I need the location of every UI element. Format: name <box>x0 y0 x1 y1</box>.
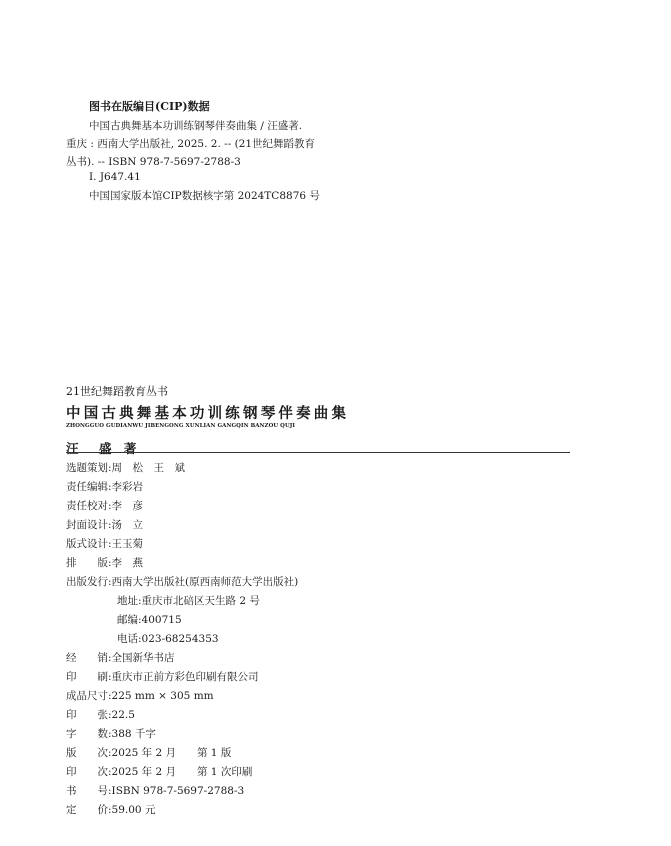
credit-typesetting <box>66 555 143 570</box>
spec-value: 225 mm × 305 mm <box>111 690 214 702</box>
credit-label: 责任校对: <box>66 500 112 512</box>
spec-label: 字 数: <box>66 728 112 740</box>
spec-label: 书 号: <box>66 785 112 797</box>
spec-label: 印 张: <box>66 709 112 721</box>
credit-publisher <box>66 574 298 589</box>
spec-trim-size <box>66 688 214 703</box>
credit-value: 汤 立 <box>111 519 144 531</box>
cip-line-publisher: 重庆 : 西南大学出版社, 2025. 2. -- (21世纪舞蹈教育 <box>66 138 316 150</box>
credit-label: 排 版: <box>66 557 112 569</box>
credit-proofreader <box>66 498 143 513</box>
spec-edition <box>66 745 231 760</box>
spec-distributor <box>66 650 175 665</box>
credit-cover-design <box>66 517 143 532</box>
publisher-address: 地址:重庆市北碚区天生路 2 号 <box>117 595 260 607</box>
spec-label: 成品尺寸: <box>66 690 112 702</box>
spec-label: 印 次: <box>66 766 112 778</box>
spec-value: 388 千字 <box>111 728 156 740</box>
credit-label: 出版发行: <box>66 576 112 588</box>
spec-value: 2025 年 2 月 第 1 版 <box>111 747 232 759</box>
credit-value: 李 彦 <box>111 500 144 512</box>
publisher-phone: 电话:023-68254353 <box>117 633 219 645</box>
spec-label: 版 次: <box>66 747 112 759</box>
spec-printer <box>66 669 259 684</box>
credit-label: 版式设计: <box>66 538 112 550</box>
credit-value: 周 松 王 斌 <box>111 462 186 474</box>
spec-value: 2025 年 2 月 第 1 次印刷 <box>111 766 253 778</box>
cip-line-record-number: 中国国家版本馆CIP数据核字第 2024TC8876 号 <box>89 190 320 202</box>
spec-value: 59.00 元 <box>111 804 156 816</box>
publisher-postcode: 邮编:400715 <box>117 614 182 626</box>
credit-value: 李 燕 <box>111 557 144 569</box>
credit-value: 王玉菊 <box>111 538 144 550</box>
credit-editor <box>66 479 143 494</box>
cip-line-classification: Ⅰ. J647.41 <box>89 171 141 183</box>
cip-heading: 图书在版编目(CIP)数据 <box>89 100 210 113</box>
cip-line-title: 中国古典舞基本功训练钢琴伴奏曲集 / 汪盛著. <box>89 120 303 132</box>
cip-line-isbn: 丛书). -- ISBN 978-7-5697-2788-3 <box>66 156 241 168</box>
spec-printing <box>66 764 252 779</box>
credit-layout-design <box>66 536 143 551</box>
credit-value: 李彩岩 <box>111 481 144 493</box>
spec-value: 22.5 <box>111 709 135 721</box>
series-name: 21世纪舞蹈教育丛书 <box>66 385 168 398</box>
spec-isbn <box>66 783 244 798</box>
spec-sheets <box>66 707 135 722</box>
spec-label: 定 价: <box>66 804 112 816</box>
spec-value: ISBN 978-7-5697-2788-3 <box>111 785 245 797</box>
credit-value: 西南大学出版社(原西南师范大学出版社) <box>111 576 299 588</box>
book-title: 中国古典舞基本功训练钢琴伴奏曲集 <box>66 405 350 422</box>
credit-label: 责任编辑: <box>66 481 112 493</box>
spec-label: 印 刷: <box>66 671 112 683</box>
book-author: 汪 盛 著 <box>66 441 141 456</box>
divider-rule <box>66 452 570 453</box>
spec-price <box>66 802 155 817</box>
spec-label: 经 销: <box>66 652 112 664</box>
spec-value: 重庆市正前方彩色印刷有限公司 <box>111 671 259 683</box>
spec-value: 全国新华书店 <box>111 652 175 664</box>
credit-planning <box>66 460 185 475</box>
credit-label: 选题策划: <box>66 462 112 474</box>
credit-label: 封面设计: <box>66 519 112 531</box>
book-title-pinyin: ZHONGGUO GUDIANWU JIBENGONG XUNLIAN GANGQIN BANZOU QUJI <box>66 423 296 429</box>
spec-word-count <box>66 726 156 741</box>
